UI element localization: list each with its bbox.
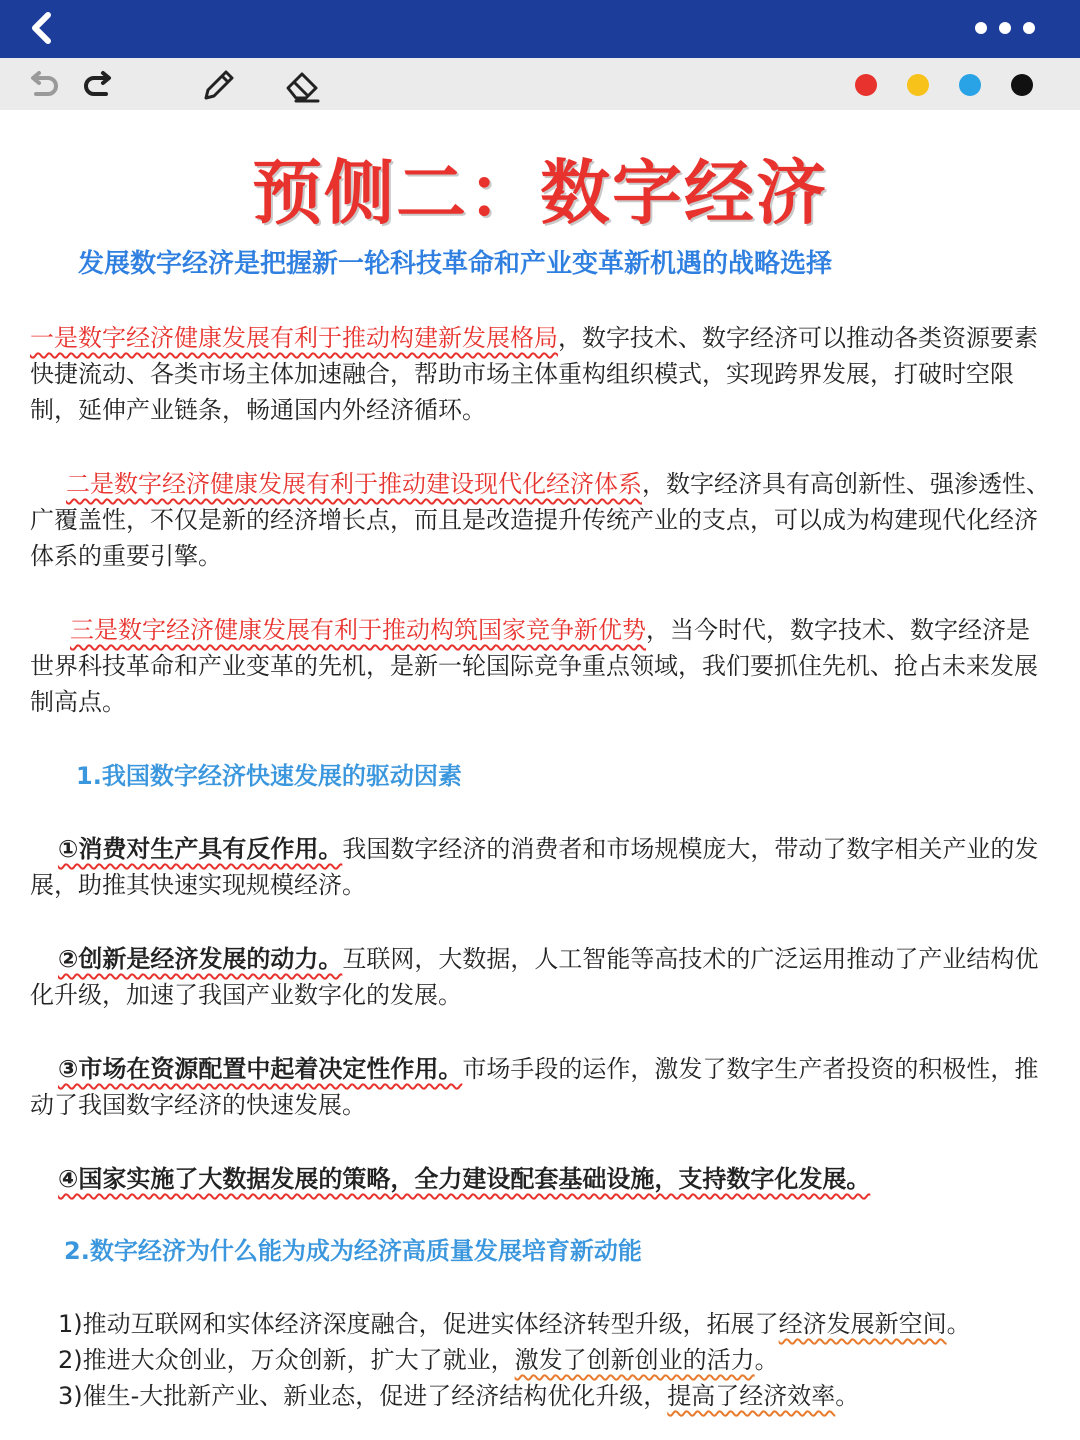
paragraph-3-lead: 三是数字经济健康发展有利于推动构筑国家竞争新优势	[70, 616, 646, 644]
factor-1	[30, 831, 1050, 903]
reason-2-underlined: 激发了创新创业的活力	[514, 1346, 755, 1374]
pencil-icon[interactable]	[198, 64, 238, 104]
page-title: 预侧二：数字经济	[252, 152, 828, 234]
paragraph-1	[30, 320, 1050, 428]
eraser-icon[interactable]	[282, 64, 322, 104]
reason-3-underlined: 提高了经济效率	[667, 1382, 836, 1410]
factor-4	[30, 1161, 1050, 1197]
reason-2-end: 。	[754, 1346, 779, 1374]
reason-2	[58, 1342, 1058, 1378]
back-icon[interactable]	[22, 8, 62, 48]
red-color-swatch[interactable]	[855, 74, 877, 96]
section-heading-2: 2.数字经济为什么能为成为经济高质量发展培育新动能	[64, 1237, 642, 1265]
paragraph-1-lead: 一是数字经济健康发展有利于推动构建新发展格局	[30, 324, 558, 352]
black-color-swatch[interactable]	[1011, 74, 1033, 96]
paragraph-2-lead: 二是数字经济健康发展有利于推动建设现代化经济体系	[66, 470, 642, 498]
factor-3-body: 市场手段的运作，激发了数字生产者投资的积极性，推动了我国数字经济的快速发展。	[30, 1055, 1039, 1119]
reason-3	[58, 1378, 1058, 1414]
reason-3-end: 。	[835, 1382, 860, 1410]
reason-2-text: 2)推进大众创业，万众创新，扩大了就业，	[58, 1346, 515, 1374]
subtitle: 发展数字经济是把握新一轮科技革命和产业变革新机遇的战略选择	[78, 249, 833, 279]
yellow-color-swatch[interactable]	[907, 74, 929, 96]
factor-2-body: 互联网，大数据，人工智能等高技术的广泛运用推动了产业结构优化升级，加速了我国产业数字化的发展。	[30, 945, 1039, 1009]
undo-icon[interactable]	[22, 64, 62, 104]
more-icon[interactable]	[970, 14, 1040, 42]
reason-3-text: 3)催生-大批新产业、新业态，促进了经济结构优化升级，	[58, 1382, 668, 1410]
factor-2-lead: ②创新是经济发展的动力。	[58, 945, 343, 973]
factor-2	[30, 941, 1050, 1013]
factor-1-body: 我国数字经济的消费者和市场规模庞大，带动了数字相关产业的发展，助推其快速实现规模经济。	[30, 835, 1039, 899]
factor-4-lead: ④国家实施了大数据发展的策略，全力建设配套基础设施，支持数字化发展。	[58, 1165, 871, 1193]
reason-1-underlined: 经济发展新空间	[778, 1310, 947, 1338]
factor-1-lead: ①消费对生产具有反作用。	[58, 835, 343, 863]
section-heading-1: 1.我国数字经济快速发展的驱动因素	[76, 762, 462, 790]
factor-3-lead: ③市场在资源配置中起着决定性作用。	[58, 1055, 463, 1083]
factor-3	[30, 1051, 1050, 1123]
paragraph-2-body: ，数字经济具有高创新性、强渗透性、广覆盖性，不仅是新的经济增长点，而且是改造提升传统产业的支点，可以成为构建现代化经济体系的重要引擎。	[30, 470, 1050, 570]
paragraph-2	[30, 466, 1050, 574]
top-bar	[0, 0, 1080, 58]
paragraph-3-body: ，当今时代，数字技术、数字经济是世界科技革命和产业变革的先机，是新一轮国际竞争重点领域，我们要抓住先机、抢占未来发展制高点。	[30, 616, 1038, 716]
reason-1	[58, 1306, 1058, 1342]
blue-color-swatch[interactable]	[959, 74, 981, 96]
paragraph-1-body: ，数字技术、数字经济可以推动各类资源要素快捷流动、各类市场主体加速融合，帮助市场主体重构组织模式，实现跨界发展，打破时空限制，延伸产业链条，畅通国内外经济循环。	[30, 324, 1038, 424]
paragraph-3	[30, 612, 1050, 720]
reason-1-text: 1)推动互联网和实体经济深度融合，促进实体经济转型升级，拓展了	[58, 1310, 779, 1338]
reason-1-end: 。	[946, 1310, 971, 1338]
redo-icon[interactable]	[80, 64, 120, 104]
